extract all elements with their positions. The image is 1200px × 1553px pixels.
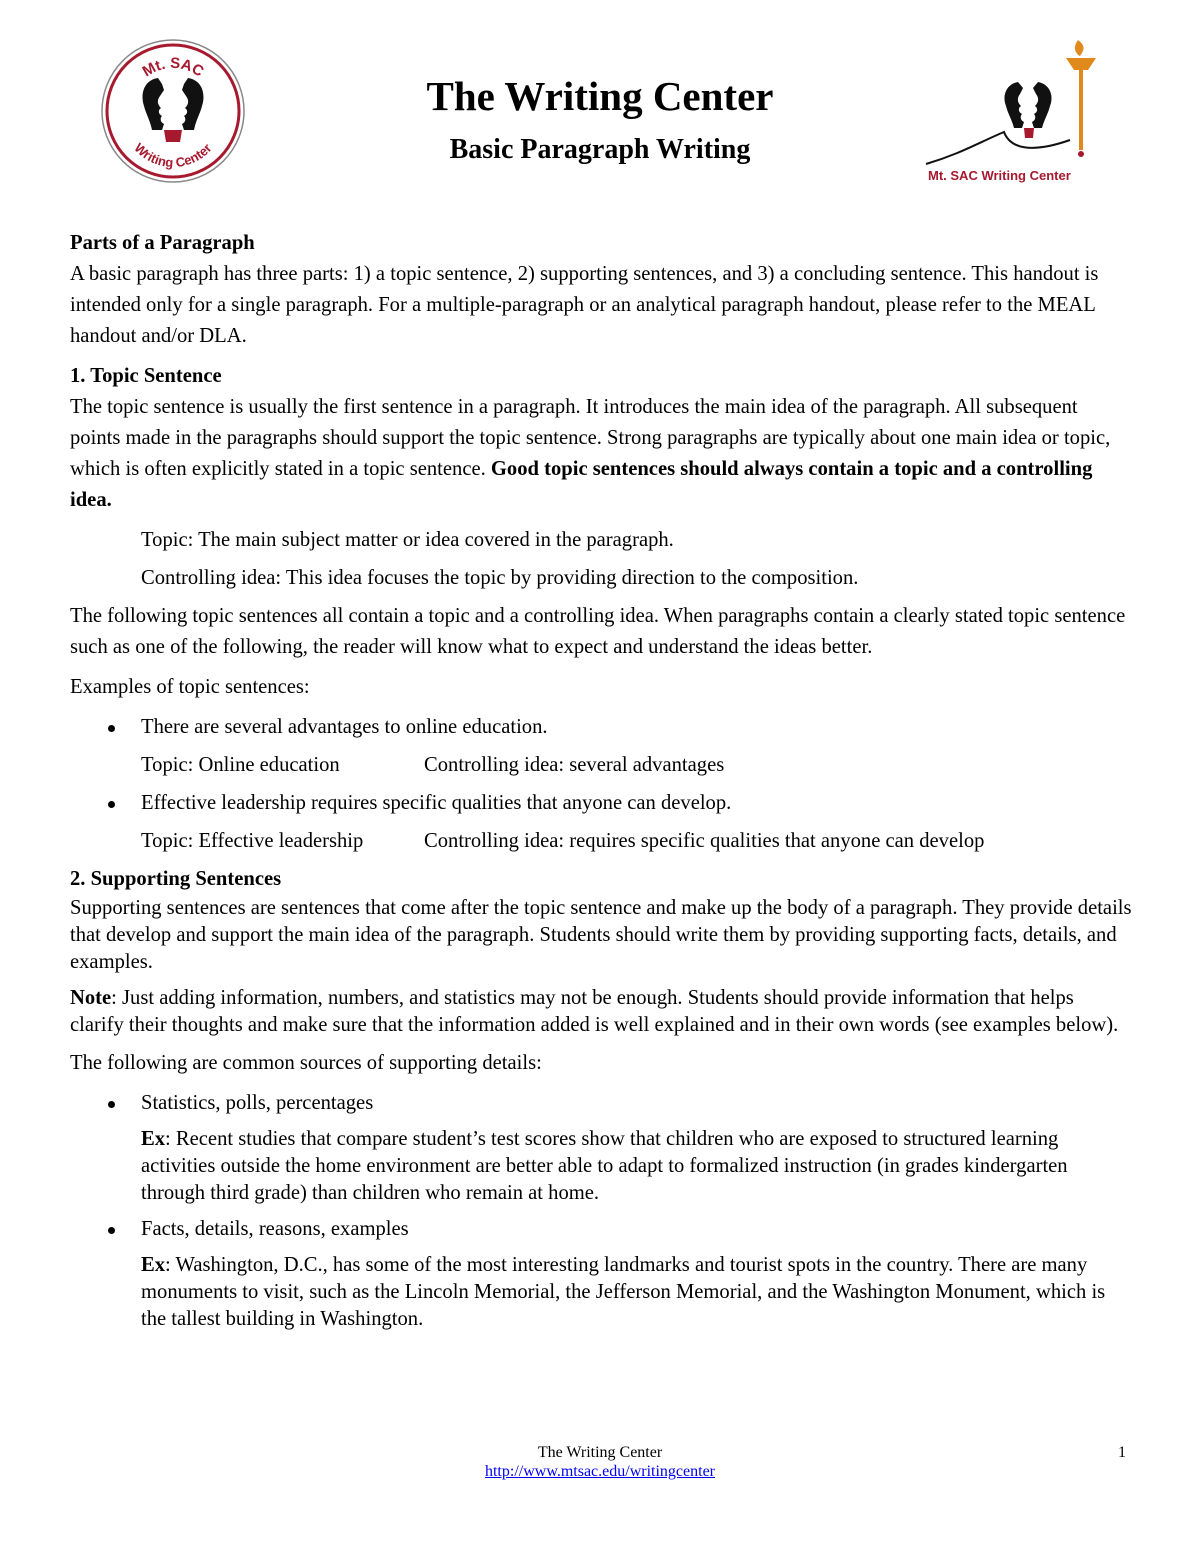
- topic-sentence-bold-text: Good topic sentences should always contain a topic and a controlling idea.: [70, 458, 1093, 511]
- bullet-icon: [108, 1227, 115, 1234]
- note-paragraph: [70, 985, 1132, 1039]
- list-item: Facts, details, reasons, examples: [70, 1214, 1132, 1245]
- intro-paragraph: A basic paragraph has three parts: 1) a topic sentence, 2) supporting sentences, and 3) a concluding sentence. This handout is intended only for a single paragraph. For a multiple-paragraph or an analytical paragraph handout, please refer to the MEAL handout and/or DLA.: [70, 263, 1099, 347]
- footer-link[interactable]: http://www.mtsac.edu/writingcenter: [484, 1463, 715, 1480]
- page-number: 1: [1118, 1444, 1126, 1461]
- example-analysis: [70, 826, 1132, 857]
- example-topic: Topic: Online education: [141, 754, 340, 776]
- page-title: The Writing Center: [426, 73, 774, 119]
- note-text: : Just adding information, numbers, and statistics may not be enough. Students should provide information that helps clarify their thoughts and make sure that the information added is well explained and in their own words (see examples below).: [70, 987, 1119, 1036]
- bullet-icon: [108, 725, 115, 732]
- example-controlling-idea: Controlling idea: requires specific qualities that anyone can develop: [424, 830, 985, 852]
- topic-definition: Topic: The main subject matter or idea covered in the paragraph.: [141, 529, 674, 551]
- svg-text:Writing Center: Writing Center: [131, 140, 215, 171]
- topic-examples-list: [70, 788, 1132, 819]
- sources-list: [70, 1214, 1132, 1245]
- list-item: Statistics, polls, percentages: [70, 1088, 1132, 1119]
- page-subtitle: Basic Paragraph Writing: [449, 134, 751, 165]
- section-heading-supporting-sentences: 2. Supporting Sentences: [70, 868, 282, 890]
- section-heading-parts: Parts of a Paragraph: [70, 232, 255, 254]
- source-example: Ex: Recent studies that compare student’s test scores show that children who are exposed to structured learning activities outside the home environment are better able to adapt to formalized instruction (in grades kindergarten through third grade) than children who remain at home.: [141, 1128, 1068, 1204]
- document-body: [70, 228, 1132, 1340]
- svg-text:Mt. SAC Writing Center: Mt. SAC Writing Center: [928, 168, 1071, 183]
- controlling-idea-definition: Controlling idea: This idea focuses the topic by providing direction to the composition.: [141, 567, 859, 589]
- sources-list: [70, 1088, 1132, 1119]
- writing-center-seal-logo: [100, 38, 246, 184]
- writing-center-torch-logo: [920, 36, 1100, 186]
- footer-title: The Writing Center: [537, 1444, 663, 1461]
- example-topic: Topic: Effective leadership: [141, 830, 364, 852]
- section-heading-topic-sentence: 1. Topic Sentence: [70, 365, 222, 387]
- sources-label: The following are common sources of supporting details:: [70, 1052, 542, 1074]
- topic-examples-list: [70, 712, 1132, 743]
- example-analysis: [70, 750, 1132, 781]
- topic-sentence-paragraph: [70, 392, 1132, 516]
- list-item: There are several advantages to online education.: [70, 712, 1132, 743]
- bullet-icon: [108, 801, 115, 808]
- supporting-sentences-paragraph: Supporting sentences are sentences that come after the topic sentence and make up the body of a paragraph. They provide details that develop and support the main idea of the paragraph. Students should write them by providing supporting facts, details, and examples.: [70, 897, 1132, 973]
- source-example: Ex: Washington, D.C., has some of the most interesting landmarks and tourist spots in the country. There are many monuments to visit, such as the Lincoln Memorial, the Jefferson Memorial, and the Washington Monument, which is the tallest building in Washington.: [141, 1254, 1106, 1330]
- following-topic-paragraph: The following topic sentences all contain a topic and a controlling idea. When paragraphs contain a clearly stated topic sentence such as one of the following, the reader will know what to expect and understand the ideas better.: [70, 605, 1126, 658]
- note-label: Note: [70, 987, 112, 1009]
- svg-text:Mt. SAC: Mt. SAC: [139, 54, 207, 81]
- examples-label: Examples of topic sentences:: [70, 676, 310, 698]
- bullet-icon: [108, 1101, 115, 1108]
- example-controlling-idea: Controlling idea: several advantages: [424, 754, 725, 776]
- topic-sentence-text: The topic sentence is usually the first sentence in a paragraph. It introduces the main idea of the paragraph. All subsequent points made in the paragraphs should support the topic sentence. Strong paragraphs are typically about one main idea or topic, which is often explicitly stated in a topic sentence.: [70, 396, 1111, 480]
- list-item: Effective leadership requires specific qualities that anyone can develop.: [70, 788, 1132, 819]
- footer: [300, 1443, 900, 1481]
